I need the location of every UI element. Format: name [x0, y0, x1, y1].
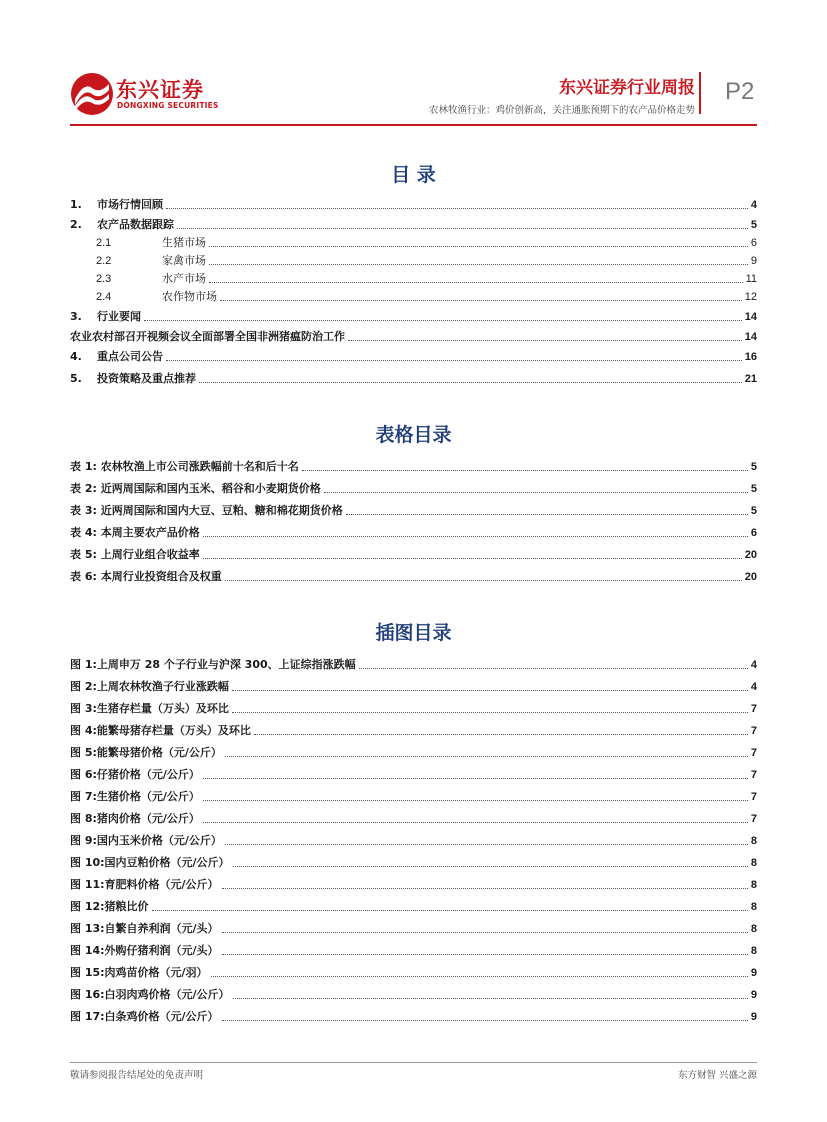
toc-item-label: 农作物市场 — [162, 290, 217, 303]
figure-entry[interactable] — [70, 672, 757, 694]
leader-dots — [346, 513, 748, 515]
figure-entry-page: 4 — [750, 659, 757, 671]
leader-dots — [211, 975, 748, 977]
figure-entry[interactable] — [70, 958, 757, 980]
leader-dots — [203, 821, 748, 823]
table-entry-page: 20 — [744, 571, 757, 583]
leader-dots — [209, 263, 748, 265]
leader-dots — [222, 1019, 748, 1021]
figure-entry-page: 8 — [750, 857, 757, 869]
figures-list-title: 插图目录 — [375, 622, 452, 644]
leader-dots — [232, 711, 748, 713]
leader-dots — [203, 799, 748, 801]
leader-dots — [302, 469, 748, 471]
toc-item-page: 5 — [750, 219, 757, 231]
figure-entry[interactable] — [70, 694, 757, 716]
table-entry[interactable] — [70, 496, 757, 518]
figure-entry[interactable] — [70, 892, 757, 914]
leader-dots — [232, 689, 748, 691]
table-entry-label: 表 2: 近两周国际和国内玉米、稻谷和小麦期货价格 — [70, 482, 321, 495]
figure-entry-page: 7 — [750, 747, 757, 759]
toc-item[interactable] — [70, 324, 757, 344]
tables-list — [70, 452, 757, 584]
toc-item-number: 5. — [70, 372, 82, 385]
figure-entry-page: 9 — [750, 967, 757, 979]
toc-subitem[interactable] — [70, 250, 757, 268]
figure-entry-label: 图 2:上周农林牧渔子行业涨跌幅 — [70, 680, 229, 693]
header-rule — [70, 124, 757, 126]
toc-item[interactable] — [70, 212, 757, 232]
table-entry-label: 表 3: 近两周国际和国内大豆、豆粕、糖和棉花期货价格 — [70, 504, 343, 517]
toc-subitem[interactable] — [70, 268, 757, 286]
figure-entry-page: 7 — [750, 769, 757, 781]
figure-entry-page: 7 — [750, 725, 757, 737]
leader-dots — [222, 953, 748, 955]
toc-item-page: 14 — [744, 311, 757, 323]
table-entry-page: 5 — [750, 461, 757, 473]
tables-list-title: 表格目录 — [375, 424, 452, 446]
leader-dots — [225, 843, 748, 845]
dongxing-logo-icon — [70, 72, 114, 116]
toc-item-label: 农业农村部召开视频会议全面部署全国非洲猪瘟防治工作 — [70, 330, 345, 343]
figure-entry-label: 图 15:肉鸡苗价格（元/羽） — [70, 966, 208, 979]
figure-entry[interactable] — [70, 980, 757, 1002]
toc-item-page: 6 — [750, 237, 757, 249]
toc-item-label: 投资策略及重点推荐 — [97, 372, 196, 385]
leader-dots — [254, 733, 748, 735]
table-entry-label: 表 5: 上周行业组合收益率 — [70, 548, 200, 561]
figure-entry-label: 图 10:国内豆粕价格（元/公斤） — [70, 856, 230, 869]
table-entry-page: 20 — [744, 549, 757, 561]
leader-dots — [203, 557, 742, 559]
toc-item-page: 9 — [750, 255, 757, 267]
figure-entry[interactable] — [70, 914, 757, 936]
toc-item[interactable] — [70, 364, 757, 386]
figure-entry-label: 图 5:能繁母猪价格（元/公斤） — [70, 746, 222, 759]
table-entry-page: 5 — [750, 505, 757, 517]
figure-entry-label: 图 4:能繁母猪存栏量（万头）及环比 — [70, 724, 251, 737]
toc-item-number: 2.3 — [96, 273, 112, 285]
table-entry[interactable] — [70, 518, 757, 540]
figure-entry-page: 8 — [750, 901, 757, 913]
toc-item-label: 家禽市场 — [162, 254, 206, 267]
figure-entry-label: 图 9:国内玉米价格（元/公斤） — [70, 834, 222, 847]
toc-item-page: 12 — [744, 291, 757, 303]
table-entry-page: 6 — [750, 527, 757, 539]
toc-item-page: 4 — [750, 199, 757, 211]
leader-dots — [233, 997, 748, 999]
report-subtitle: 农林牧渔行业：鸡价创新高，关注通胀预期下的农产品价格走势 — [428, 105, 695, 116]
figure-entry-label: 图 3:生猪存栏量（万头）及环比 — [70, 702, 229, 715]
figure-entry-label: 图 12:猪粮比价 — [70, 900, 149, 913]
leader-dots — [152, 909, 748, 911]
leader-dots — [203, 535, 748, 537]
toc-list — [70, 192, 757, 386]
figure-entry-label: 图 14:外购仔猪利润（元/头） — [70, 944, 219, 957]
toc-item-label: 农产品数据跟踪 — [97, 218, 174, 231]
figure-entry[interactable] — [70, 650, 757, 672]
footer-rule — [70, 1062, 757, 1063]
figure-entry-label: 图 7:生猪价格（元/公斤） — [70, 790, 200, 803]
toc-item-label: 行业要闻 — [97, 310, 141, 323]
figure-entry[interactable] — [70, 782, 757, 804]
leader-dots — [203, 777, 748, 779]
figure-entry-page: 8 — [750, 923, 757, 935]
table-entry-label: 表 1: 农林牧渔上市公司涨跌幅前十名和后十名 — [70, 460, 299, 473]
leader-dots — [222, 887, 748, 889]
leader-dots — [324, 491, 748, 493]
figure-entry[interactable] — [70, 936, 757, 958]
leader-dots — [233, 865, 748, 867]
figure-entry-label: 图 6:仔猪价格（元/公斤） — [70, 768, 200, 781]
figure-entry-page: 8 — [750, 945, 757, 957]
toc-item-number: 2.1 — [96, 237, 112, 249]
footer-disclaimer: 敬请参阅报告结尾处的免责声明 — [70, 1070, 204, 1081]
figure-entry-label: 图 13:自繁自养利润（元/头） — [70, 922, 219, 935]
figure-entry[interactable] — [70, 716, 757, 738]
leader-dots — [166, 207, 748, 209]
toc-item-page: 16 — [744, 351, 757, 363]
leader-dots — [166, 359, 742, 361]
figure-entry[interactable] — [70, 760, 757, 782]
table-entry-page: 5 — [750, 483, 757, 495]
figure-entry[interactable] — [70, 804, 757, 826]
table-entry-label: 表 4: 本周主要农产品价格 — [70, 526, 200, 539]
toc-item-number: 4. — [70, 350, 82, 363]
header-divider — [699, 72, 701, 114]
toc-item-number: 1. — [70, 198, 82, 211]
leader-dots — [220, 299, 742, 301]
toc-item[interactable] — [70, 344, 757, 364]
toc-item-label: 水产市场 — [162, 272, 206, 285]
figure-entry-page: 7 — [750, 791, 757, 803]
leader-dots — [225, 579, 742, 581]
figure-entry-label: 图 1:上周申万 28 个子行业与沪深 300、上证综指涨跌幅 — [70, 658, 356, 671]
figure-entry-page: 7 — [750, 813, 757, 825]
table-entry[interactable] — [70, 540, 757, 562]
figure-entry[interactable] — [70, 870, 757, 892]
leader-dots — [199, 381, 742, 383]
figure-entry-page: 7 — [750, 703, 757, 715]
toc-item-label: 市场行情回顾 — [97, 198, 163, 211]
toc-subitem[interactable] — [70, 286, 757, 304]
toc-item-label: 重点公司公告 — [97, 350, 163, 363]
toc-item-number: 2.4 — [96, 291, 112, 303]
figures-list — [70, 650, 757, 1024]
toc-title: 目 录 — [391, 164, 436, 186]
footer-slogan: 东方财智 兴盛之源 — [677, 1070, 757, 1081]
leader-dots — [348, 339, 742, 341]
table-entry[interactable] — [70, 452, 757, 474]
brand-name-en: DONGXING SECURITIES — [117, 101, 219, 110]
figure-entry-label: 图 16:白羽肉鸡价格（元/公斤） — [70, 988, 230, 1001]
figure-entry-page: 9 — [750, 1011, 757, 1023]
figure-entry-label: 图 11:育肥料价格（元/公斤） — [70, 878, 219, 891]
toc-item-number: 3. — [70, 310, 82, 323]
leader-dots — [209, 281, 743, 283]
toc-item-page: 14 — [744, 331, 757, 343]
page-number: P2 — [725, 78, 755, 105]
brand-name-cn: 东兴证券 — [116, 78, 204, 102]
leader-dots — [225, 755, 748, 757]
figure-entry[interactable] — [70, 1002, 757, 1024]
figure-entry-page: 9 — [750, 989, 757, 1001]
figure-entry-page: 8 — [750, 879, 757, 891]
leader-dots — [359, 667, 748, 669]
toc-item-number: 2. — [70, 218, 82, 231]
figure-entry[interactable] — [70, 738, 757, 760]
toc-item-page: 21 — [744, 373, 757, 385]
toc-item-page: 11 — [745, 273, 757, 285]
figure-entry[interactable] — [70, 848, 757, 870]
report-title: 东兴证券行业周报 — [559, 78, 695, 98]
company-logo — [70, 72, 219, 116]
figure-entry[interactable] — [70, 826, 757, 848]
toc-subitem[interactable] — [70, 232, 757, 250]
figure-entry-page: 4 — [750, 681, 757, 693]
toc-item-number: 2.2 — [96, 255, 112, 267]
leader-dots — [222, 931, 748, 933]
toc-item-label: 生猪市场 — [162, 236, 206, 249]
figure-entry-page: 8 — [750, 835, 757, 847]
figure-entry-label: 图 17:白条鸡价格（元/公斤） — [70, 1010, 219, 1023]
table-entry[interactable] — [70, 562, 757, 584]
table-entry-label: 表 6: 本周行业投资组合及权重 — [70, 570, 222, 583]
leader-dots — [209, 245, 748, 247]
figure-entry-label: 图 8:猪肉价格（元/公斤） — [70, 812, 200, 825]
leader-dots — [177, 227, 748, 229]
toc-item[interactable] — [70, 192, 757, 212]
toc-item[interactable] — [70, 304, 757, 324]
leader-dots — [144, 319, 742, 321]
table-entry[interactable] — [70, 474, 757, 496]
